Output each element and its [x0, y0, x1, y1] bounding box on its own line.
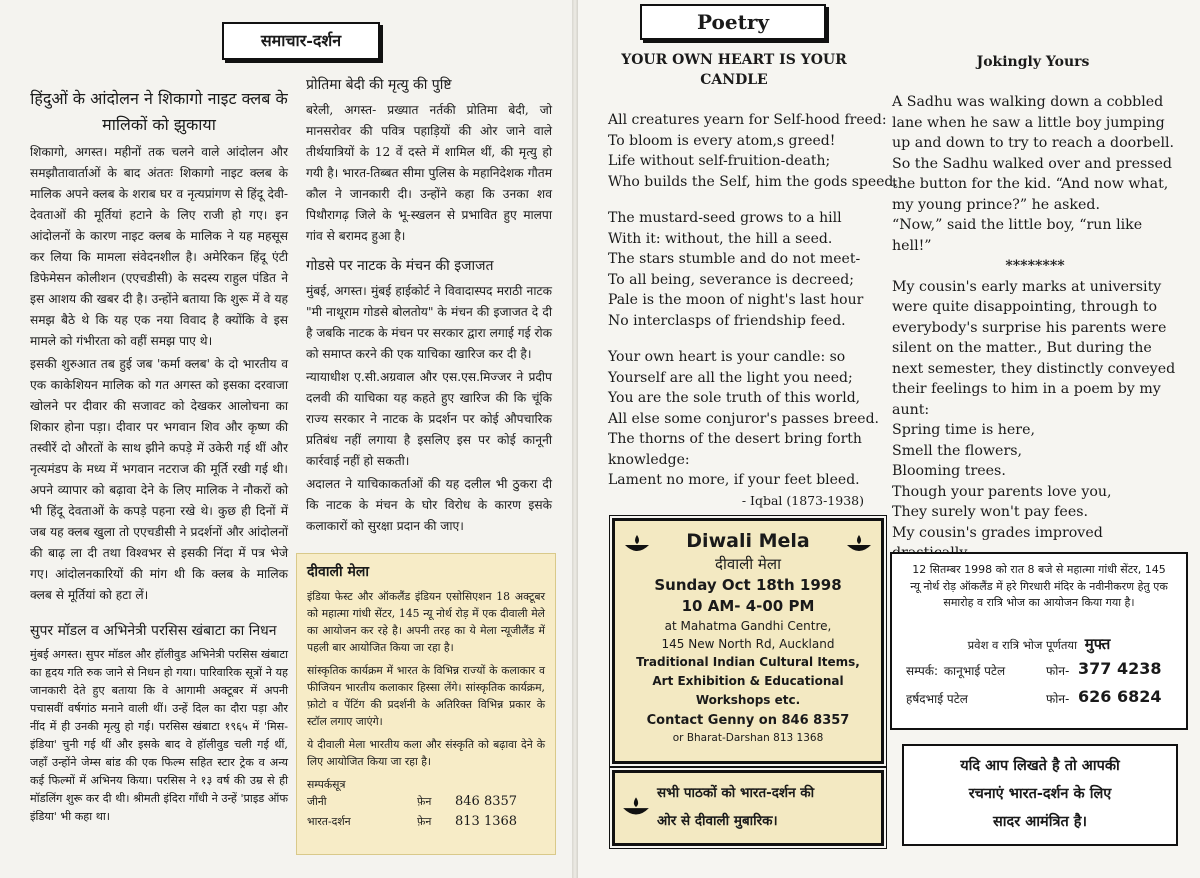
contact-row [906, 659, 1176, 686]
contact-phone: 626 6824 [1078, 687, 1162, 706]
contact-phone-label: फोन- [1046, 664, 1070, 678]
contact-name: भारत-दर्शन [307, 815, 351, 828]
verse-line: Spring time is here, [892, 422, 1035, 438]
contact-row [307, 793, 545, 813]
panel-paragraph: ये दीवाली मेला भारतीय कला और संस्कृति को बढ़ावा देने के लिए आयोजित किया जा रहा है। [307, 738, 545, 768]
poem-line: Yourself are all the light you need; [608, 369, 853, 386]
notice-text: 12 सितम्बर 1998 को रात 8 बजे से महात्मा गांधी सेंटर, 145 न्यू नोर्थ रोड़ ऑकलैंड में हरे गिरधारी मंदिर के नवीनीकरण हेतु एक समारोह व रात्रि भोज का आयोजन किया गया है। [910, 563, 1168, 609]
news-column-1 [30, 86, 288, 828]
verse-line: Smell the flowers, [892, 442, 1023, 459]
verse-line: Though your parents love you, [892, 483, 1112, 500]
poem-line: The mustard-seed grows to a hill [608, 210, 842, 226]
poem-stanza [608, 347, 878, 491]
ad-title-hindi: दीवाली मेला [715, 555, 781, 573]
poem-line: All else some conjuror's passes breed. [608, 410, 879, 427]
greeting-line: सभी पाठकों को भारत-दर्शन की [657, 785, 815, 801]
ad-venue: at Mahatma Gandhi Centre, [664, 619, 832, 633]
headline-godse: गोडसे पर नाटक के मंचन की इजाजत [306, 258, 494, 274]
contact-phone-label: फ़ेन [417, 815, 432, 828]
contact-row [307, 813, 545, 833]
poem-line: Pale is the moon of night's last hour [608, 292, 864, 308]
poem-stanza [608, 208, 878, 331]
diwali-mela-ad [612, 518, 884, 764]
verse-line: My cousin's grades improved [892, 524, 1103, 541]
headline-persis: सुपर मॉडल व अभिनेत्री परसिस खंबाटा का निधन [30, 623, 277, 639]
ad-contact: Contact Genny on 846 8357 [646, 713, 850, 728]
invite-line: रचनाएं भारत-दर्शन के लिए [968, 786, 1112, 802]
news-column-2 [306, 74, 552, 539]
free-text: मुफ्त [1084, 635, 1111, 653]
panel-paragraph: इंडिया फेस्ट और ऑकलैंड इंडियन एसोसिएशन 18 अक्टूबर को महात्मा गांधी सेंटर, 145 न्यू नोर्थ रोड़ में एक दीवाली मेले का आयोजन कर रहे है। अपनी तरह का ये मेला न्यूजीलैंड में पहली बार आयोजित किया जा रहा है। [307, 590, 545, 654]
joke-paragraph: “Now,” said the little boy, “run like hell!” [892, 217, 1143, 254]
poem-line: Life without self-fruition-death; [608, 153, 831, 169]
ad-venue: 145 New North Rd, Auckland [661, 637, 835, 651]
article-paragraph: बरेली, अगस्त- प्रख्यात नर्तकी प्रोतिमा बेदी, जो मानसरोवर की पवित्र पहाड़ियों की ओर जाने वाले तीर्थयात्रियों के 12 वें दस्ते में शामिल थीं, की मृत्यु हो गयी है। भारत-तिब्बत सीमा पुलिस के महानिदेशक गौतम कौल ने जानकारी दी। उन्होंने कहा कि उनका शव पिथौरागढ़ जिले के भू-स्खलन से प्रभावित हुए मालपा गांव से बरामद हुआ है। [306, 103, 552, 243]
contact-phone: 846 8357 [455, 794, 518, 809]
ad-line: Art Exhibition & Educational [652, 674, 844, 688]
diya-lamp-icon [621, 795, 651, 819]
diwali-mela-panel [296, 553, 556, 855]
poem-line: The stars stumble and do not meet- [608, 251, 861, 267]
contact-name: जीनी [307, 795, 327, 808]
diya-lamp-icon [623, 533, 651, 555]
poem-line: With it: without, the hill a seed. [608, 230, 833, 247]
poem-author: - Iqbal (1873-1938) [741, 492, 864, 508]
invite-line: सादर आमंत्रित है। [993, 814, 1087, 830]
poem-line: You are the sole truth of this world, [608, 390, 861, 406]
article-paragraph: मुंबई अगस्त। सुपर मॉडल और हॉलीवुड अभिनेत्री परसिस खंबाटा का हृदय गति रुक जाने से निधन हो गया। पारिवारिक सूत्रों ने यह जानकारी देते हुए बताया कि वे आगामी अक्टूबर में अपनी पचासवीं वर्षगांठ मनाने वाली थीं। उन्हें दिल का दौरा पड़ा और नींद में ही उनकी मृत्यु हो गई। परसिस खंबाटा १९६५ में 'मिस-इंडिया' चुनी गई थीं और इसके बाद वे हॉलीवुड चली गई थीं, जहाँ उन्होंने जेम्स बांड की एक फिल्म सहित स्टार ट्रेक व अन्य कई फिल्मों में अभिनय किया। परसिस ने १३ वर्ष की उम्र से ही मॉडलिंग शुरू कर दी थी। श्रीमती इंदिरा गाँधी ने उन्हें 'प्राइड ऑफ इंडिया' भी कहा था। [30, 648, 288, 823]
temple-notice-box [890, 552, 1188, 730]
writers-invite-box [902, 744, 1178, 846]
verse-line: They surely won't pay fees. [892, 504, 1089, 520]
joke-column [892, 92, 1178, 564]
poem-line: Lament no more, if your feet bleed. [608, 472, 860, 488]
article-paragraph: अदालत ने याचिकाकर्ताओं की यह दलील भी ठुकरा दी कि नाटक के मंचन के घोर विरोध के कारण इसके कलाकारों को सुरक्षा प्रदान की जाए। [306, 477, 552, 533]
contact-label: सम्पर्कसूत्र [307, 778, 346, 791]
poem-title: YOUR OWN HEART IS YOUR CANDLE [621, 52, 847, 88]
poem-line: All creatures yearn for Self-hood freed: [608, 112, 887, 128]
joke-paragraph: A Sadhu was walking down a cobbled lane when he saw a little boy jumping up and down to try to reach a doorbell. So the Sadhu walked over and pressed the button for the kid. “And now what, my young prince?” he asked. [892, 94, 1175, 213]
ad-title: Diwali Mela [686, 530, 810, 552]
invite-line: यदि आप लिखते है तो आपकी [960, 758, 1120, 774]
headline-chicago: हिंदुओं के आंदोलन ने शिकागो नाइट क्लब के मालिकों को झुकाया [30, 89, 288, 134]
panel-title: दीवाली मेला [307, 564, 369, 580]
contact-phone: 813 1368 [455, 814, 518, 829]
contact-name: कानूभाई पटेल [943, 664, 1006, 678]
contact-name: हर्षदभाई पटेल [906, 692, 968, 706]
panel-paragraph: सांस्कृतिक कार्यक्रम में भारत के विभिन्न राज्यों के कलाकार व फीजियन भारतीय कलाकार हिस्सा लेंगे। सांस्कृतिक कार्यक्रम, फ़ोटो व पेंटिंग की प्रदर्शनी के अतिरिक्त विभिन्न प्रकार के स्टॉल लगाए जाएंगे। [307, 664, 545, 728]
diya-lamp-icon [845, 533, 873, 555]
poem-line: To all being, severance is decreed; [608, 271, 854, 288]
joke-title: Jokingly Yours [976, 54, 1090, 70]
joke-paragraph: My cousin's early marks at university were quite disappointing, through to everybody's surprise his parents were silent on the matter., But during the next semester, they distinctly conveyed their feelings to him in a poem by my aunt: [892, 278, 1176, 418]
poem-line: knowledge: [608, 451, 690, 468]
ad-date: Sunday Oct 18th 1998 [654, 576, 842, 594]
poem-stanza [608, 110, 898, 192]
ad-line: Workshops etc. [695, 693, 801, 707]
ad-time: 10 AM- 4-00 PM [681, 597, 815, 615]
poem-body [608, 110, 898, 511]
contact-row [906, 687, 1176, 714]
article-paragraph: इसकी शुरुआत तब हुई जब 'कर्मा क्लब' के दो भारतीय व एक काकेशियन मालिक को गत अगस्त को इसका दरवाजा खोलने पर दीवार की सजावट को देखकर आलोचना का शिकार होना पड़ा। दीवार पर भगवान शिव और कृष्ण की तस्वीरें दो औरतों के साथ झीने कपड़े में उकेरी गई थीं और नृत्यमंडप के मध्य में भगवान नटराज की मूर्ति रखी गई थी। अपने व्यापार को बढ़ावा देने के लिए मालिक ने नौकरों को भी हिंदू देवताओं के कपड़े पहना रखे थे। कुछ ही दिनों में जब यह क्लब खुला तो एएचडीसी ने प्रदर्शनों और आंदोलनों की बाढ़ ला दी तथा विश्वभर से इसकी निंदा में पत्र भेजे गए। आंदोलनकारियों की मांग थी कि क्लब के मालिक क्लब से मूर्तियां को हटा लें। [30, 357, 288, 602]
left-page [0, 0, 572, 878]
poem-line: Who builds the Self, him the gods speed. [608, 173, 898, 190]
poem-line: Your own heart is your candle: so [608, 349, 846, 365]
contact-phone-label: फ़ेन [417, 795, 432, 808]
ad-line: Traditional Indian Cultural Items, [636, 655, 860, 669]
greeting-line: ओर से दीवाली मुबारिक। [657, 813, 778, 829]
section-title-poetry: Poetry [640, 4, 826, 40]
contact-label: सम्पर्क: [906, 664, 939, 678]
headline-protima: प्रोतिमा बेदी की मृत्यु की पुष्टि [306, 77, 452, 93]
ad-contact-alt: or Bharat-Darshan 813 1368 [672, 732, 824, 744]
contact-phone-label: फोन- [1046, 692, 1070, 706]
right-page [578, 0, 1200, 878]
poem-line: No interclasps of friendship feed. [608, 312, 846, 329]
poem-line: The thorns of the desert bring forth [608, 431, 862, 447]
joke-divider: ******** [1005, 258, 1065, 274]
contact-phone: 377 4238 [1078, 659, 1162, 678]
article-paragraph: न्यायाधीश ए.सी.अग्रवाल और एस.एस.मिज्जर ने प्रदीप दलवी की याचिका यह कहते हुए खारिज की कि चूंकि राज्य सरकार ने नाटक के प्रदर्शन पर कोई औपचारिक प्रतिबंध नहीं लगाया है इसलिए इस पर कोई कानूनी कार्रवाई नहीं हो सकती। [306, 370, 552, 468]
poem-line: To bloom is every atom,s greed! [608, 132, 836, 149]
diwali-greeting-box [612, 770, 884, 846]
article-paragraph: मुंबई, अगस्त। मुंबई हाईकोर्ट ने विवादास्पद मराठी नाटक "मी नाथूराम गोडसे बोलतोय" के मंचन की इजाजत दे दी है जबकि नाटक के मंचन पर सरकार द्वारा लगाई गई रोक को समाप्त करने की एक याचिका खारिज कर दी है। [306, 284, 552, 361]
article-paragraph: शिकागो, अगस्त। महीनों तक चलने वाले आंदोलन और समझौतावार्ताओं के बाद अंततः शिकागो नाइट क्लब के मालिक अपने क्लब के शराब घर व नृत्यप्रांगण से हिंदू देवी-देवताओं की मूर्तियां हटाने के लिए राजी हो गए। इन आंदोलनों के कारण नाइट क्लब के मालिक ने यह महसूस कर लिया कि मामला संवेदनशील है। अमेरिकन हिंदू एंटी डिफेमेसन कोलीशन (एएचडीसी) के सदस्य राहुल पंडित ने इस आशय की खबर दी है। उन्होंने बताया कि शुरू में वे यह समझ बैठे थे कि यह एक नया विवाद है क्योंकि वे इस मामले को गंभीरता को वहीं समझ पाए थे। [30, 145, 288, 348]
verse-line: Blooming trees. [892, 463, 1006, 479]
section-title-news: समाचार-दर्शन [222, 22, 380, 60]
entry-text: प्रवेश व रात्रि भोज पूर्णतया [967, 638, 1078, 652]
